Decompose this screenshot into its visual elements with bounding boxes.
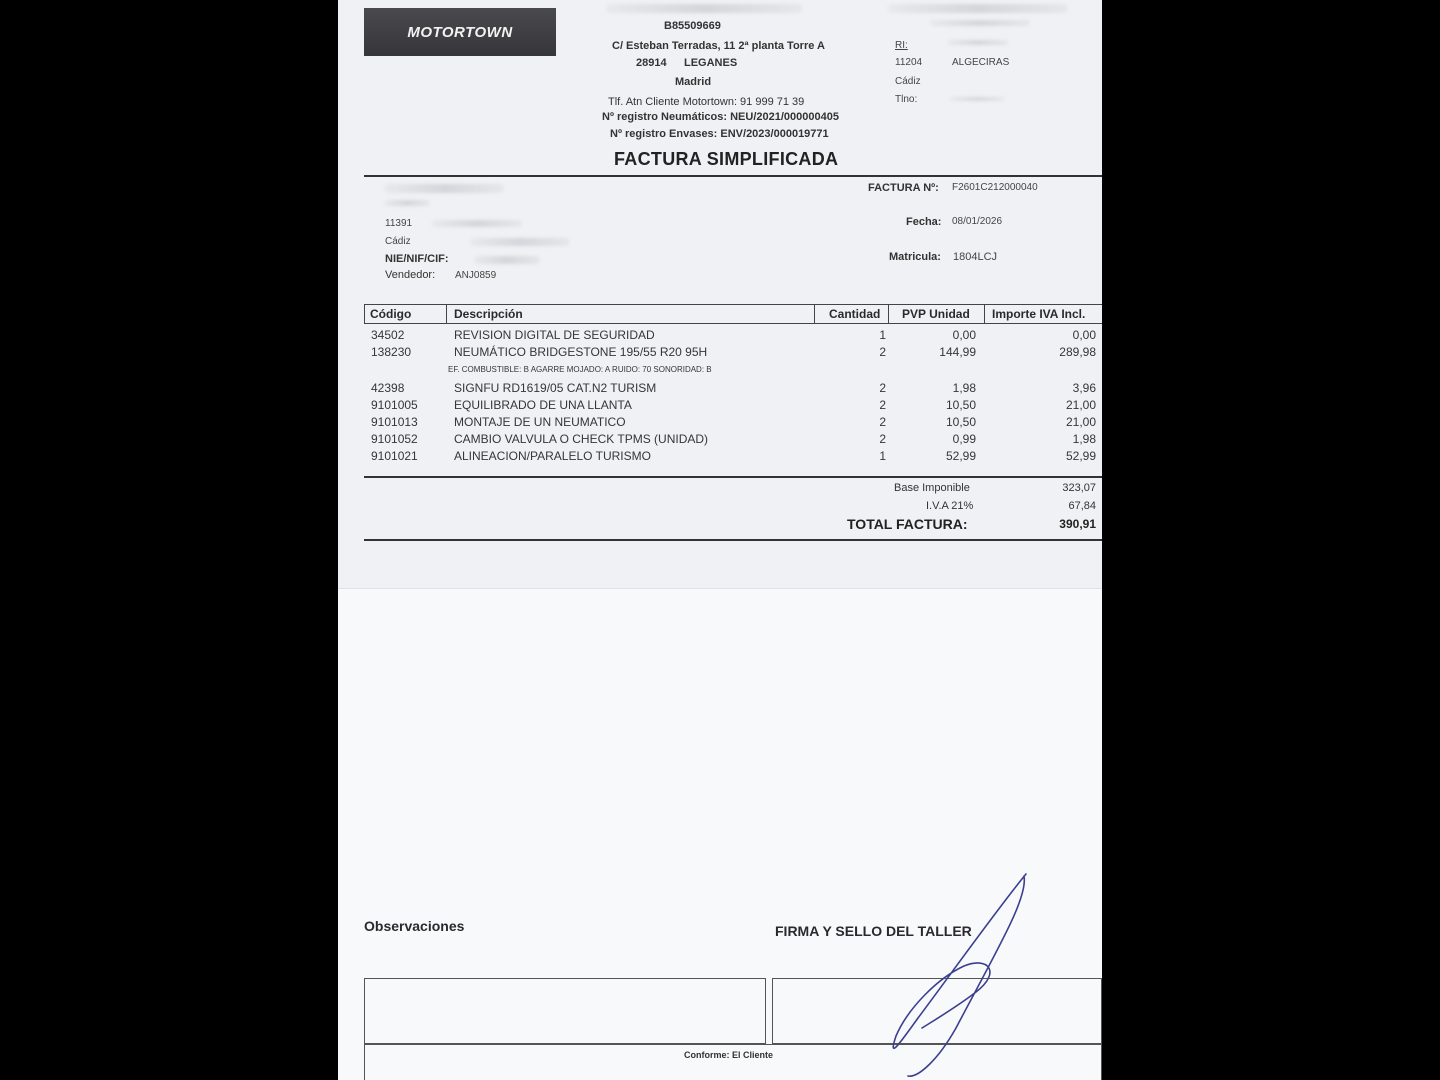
company-city: LEGANES (684, 57, 738, 69)
total-label: TOTAL FACTURA: (847, 516, 968, 532)
row-desc: CAMBIO VALVULA O CHECK TPMS (UNIDAD) (454, 432, 709, 446)
observaciones-label: Observaciones (364, 918, 465, 934)
table-row (338, 328, 1102, 344)
invoice-number-label: FACTURA Nº: (868, 182, 939, 194)
title-divider (364, 175, 1102, 177)
motortown-logo: MOTORTOWN (364, 8, 556, 56)
header-pvp-unidad: PVP Unidad (902, 307, 970, 321)
row-price: 1,98 (952, 381, 976, 395)
centre-ri-label: RI: (895, 40, 908, 51)
redacted-centre-address (930, 20, 1030, 26)
company-cif: B85509669 (664, 20, 721, 32)
row-code: 9101021 (371, 449, 418, 463)
company-postal-code: 28914 (636, 57, 667, 69)
row-desc: REVISION DIGITAL DE SEGURIDAD (454, 328, 655, 342)
redacted-customer-city (432, 220, 522, 227)
table-row-tyre-label (338, 365, 1102, 381)
table-row (338, 415, 1102, 431)
signature-scribble (878, 868, 1038, 1080)
row-desc: EQUILIBRADO DE UNA LLANTA (454, 398, 632, 412)
row-amount: 3,96 (1072, 381, 1096, 395)
header-codigo: Código (370, 307, 412, 321)
customer-province: Cádiz (385, 236, 411, 247)
centre-city: ALGECIRAS (952, 57, 1010, 68)
row-qty: 1 (879, 328, 886, 342)
centre-postal-code: 11204 (895, 57, 923, 68)
customer-postal-code: 11391 (385, 218, 413, 229)
row-amount: 21,00 (1065, 398, 1096, 412)
row-qty: 2 (879, 345, 886, 359)
header-cantidad: Cantidad (829, 307, 881, 321)
row-code: 9101052 (371, 432, 418, 446)
row-qty: 2 (879, 398, 886, 412)
company-phone: Tlf. Atn Cliente Motortown: 91 999 71 39 (608, 96, 805, 108)
redacted-centre-ri (948, 40, 1008, 45)
row-price: 144,99 (939, 345, 976, 359)
centre-phone-label: Tlno: (895, 94, 918, 105)
invoice-plate-label: Matricula: (889, 251, 941, 263)
table-bottom-divider (364, 476, 1102, 478)
redacted-customer-nif (474, 256, 540, 264)
invoice-date: 08/01/2026 (952, 216, 1003, 227)
row-code: 138230 (371, 345, 412, 359)
table-row (338, 449, 1102, 465)
row-amount: 1,98 (1072, 432, 1096, 446)
row-desc: NEUMÁTICO BRIDGESTONE 195/55 R20 95H (454, 345, 708, 359)
table-row (338, 345, 1102, 361)
base-imponible-value: 323,07 (1062, 482, 1096, 494)
table-row (338, 398, 1102, 414)
totals-divider (364, 539, 1102, 541)
redacted-company-name (606, 4, 802, 13)
conforme-label: Conforme: El Cliente (684, 1050, 774, 1060)
invoice-number: F2601C212000040 (952, 182, 1038, 193)
row-amount: 52,99 (1065, 449, 1096, 463)
row-price: 10,50 (945, 415, 976, 429)
customer-nif-label: NIE/NIF/CIF: (385, 253, 449, 265)
iva-value: 67,84 (1068, 500, 1096, 512)
row-qty: 1 (879, 449, 886, 463)
row-qty: 2 (879, 381, 886, 395)
redacted-centre-name (888, 4, 1068, 13)
table-row (338, 381, 1102, 397)
document-title: FACTURA SIMPLIFICADA (614, 149, 839, 169)
invoice-paper (338, 0, 1102, 1080)
row-price: 0,99 (952, 432, 976, 446)
row-desc: MONTAJE DE UN NEUMATICO (454, 415, 626, 429)
row-code: 9101013 (371, 415, 418, 429)
centre-province: Cádiz (895, 76, 921, 87)
row-amount: 289,98 (1059, 345, 1096, 359)
table-row (338, 432, 1102, 448)
header-descripcion: Descripción (454, 307, 523, 321)
company-reg-envases: Nº registro Envases: ENV/2023/000019771 (610, 128, 829, 140)
row-code: 34502 (371, 328, 405, 342)
row-qty: 2 (879, 415, 886, 429)
company-province: Madrid (675, 76, 712, 88)
row-desc: ALINEACION/PARALELO TURISMO (454, 449, 651, 463)
row-price: 52,99 (945, 449, 976, 463)
invoice-plate: 1804LCJ (953, 251, 998, 263)
row-desc: EF. COMBUSTIBLE: B AGARRE MOJADO: A RUIDO: 70 SONORIDAD: B (448, 365, 712, 374)
items-table-header (364, 304, 1102, 324)
base-imponible-label: Base Imponible (894, 482, 970, 494)
total-value: 390,91 (1059, 517, 1096, 531)
invoice-date-label: Fecha: (906, 216, 942, 228)
row-desc: SIGNFU RD1619/05 CAT.N2 TURISM (454, 381, 657, 395)
seller-label: Vendedor: (385, 269, 436, 281)
redacted-customer-phone (470, 238, 570, 246)
row-code: 9101005 (371, 398, 418, 412)
row-price: 0,00 (952, 328, 976, 342)
seller-value: ANJ0859 (455, 270, 497, 281)
iva-label: I.V.A 21% (926, 500, 974, 512)
company-address: C/ Esteban Terradas, 11 2ª planta Torre A (612, 40, 825, 52)
redacted-customer-line (384, 200, 430, 206)
firma-sello-label: FIRMA Y SELLO DEL TALLER (775, 923, 972, 939)
redacted-centre-phone (950, 97, 1004, 101)
redacted-customer-name (384, 184, 504, 193)
row-amount: 0,00 (1072, 328, 1096, 342)
row-amount: 21,00 (1065, 415, 1096, 429)
row-qty: 2 (879, 432, 886, 446)
observaciones-box (364, 978, 766, 1044)
row-price: 10,50 (945, 398, 976, 412)
row-code: 42398 (371, 381, 405, 395)
header-importe: Importe IVA Incl. (992, 307, 1086, 321)
company-reg-neumaticos: Nº registro Neumáticos: NEU/2021/000000405 (602, 111, 839, 123)
